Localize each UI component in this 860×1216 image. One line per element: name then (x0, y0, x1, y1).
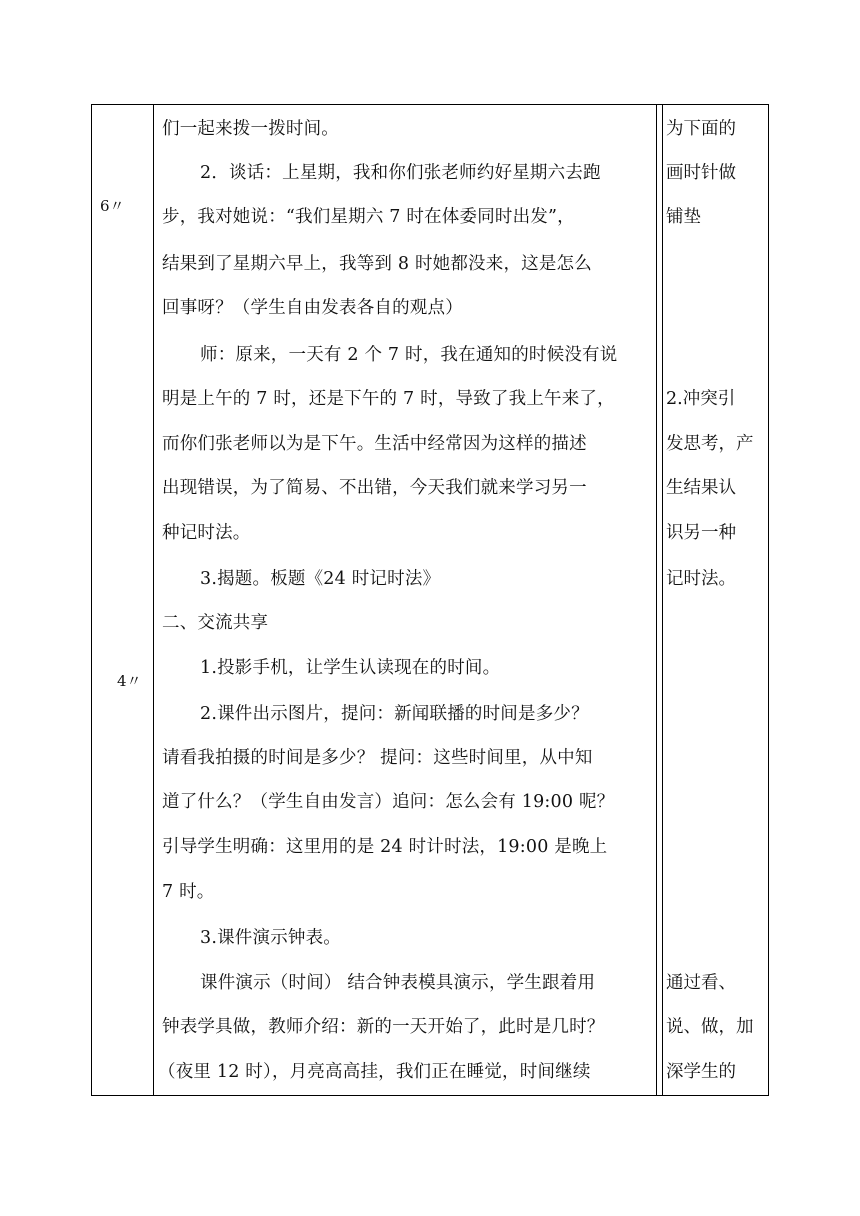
content-line: 结果到了星期六早上，我等到 8 时她都没来，这是怎么 (162, 254, 592, 274)
content-line: 们一起来拨一拨时间。 (162, 119, 339, 139)
column-divider (153, 105, 154, 1095)
side-note-line: 深学生的 (666, 1062, 736, 1082)
content-line: 引导学生明确：这里用的是 24 时计时法，19:00 是晚上 (162, 837, 608, 857)
content-line: 3.揭题。板题《24 时记时法》 (200, 569, 441, 589)
content-line: 1.投影手机，让学生认读现在的时间。 (200, 658, 501, 678)
side-note-line: 记时法。 (666, 569, 736, 589)
content-line: 回事呀？（学生自由发表各自的观点） (162, 298, 463, 318)
content-line: 而你们张老师以为是下午。生活中经常因为这样的描述 (162, 434, 587, 454)
content-line: 2．谈话：上星期，我和你们张老师约好星期六去跑 (200, 163, 601, 183)
side-note-line: 铺垫 (666, 207, 701, 227)
time-mark: 4〃 (117, 672, 142, 690)
content-line: 步，我对她说：“我们星期六 7 时在体委同时出发”， (162, 207, 575, 227)
side-note-line: 画时针做 (666, 163, 736, 183)
section-heading: 二、交流共享 (162, 613, 269, 633)
content-line: 课件演示（时间） 结合钟表模具演示，学生跟着用 (200, 973, 596, 993)
column-divider (662, 105, 663, 1095)
content-line: 出现错误，为了简易、不出错，今天我们就来学习另一 (162, 478, 587, 498)
side-note-line: 识另一种 (666, 523, 736, 543)
side-note-line: 2.冲突引 (666, 389, 736, 409)
content-line: 请看我拍摄的时间是多少？ 提问：这些时间里，从中知 (162, 748, 593, 768)
side-note-line: 说、做，加 (666, 1017, 754, 1037)
content-line: （夜里 12 时），月亮高高挂，我们正在睡觉，时间继续 (158, 1062, 591, 1082)
side-note-line: 为下面的 (666, 119, 736, 139)
content-line: 道了什么？（学生自由发言）追问：怎么会有 19:00 呢？ (162, 792, 615, 812)
time-mark: 6〃 (100, 197, 125, 215)
content-line: 种记时法。 (162, 523, 251, 543)
column-divider (656, 105, 657, 1095)
side-note-line: 通过看、 (666, 973, 736, 993)
side-note-line: 生结果认 (666, 478, 736, 498)
content-line: 3.课件演示钟表。 (200, 928, 341, 948)
content-line: 7 时。 (162, 882, 215, 902)
content-line: 2.课件出示图片，提问：新闻联播的时间是多少？ (200, 704, 589, 724)
content-line: 师：原来，一天有 2 个 7 时，我在通知的时候没有说 (200, 345, 618, 365)
content-line: 明是上午的 7 时，还是下午的 7 时，导致了我上午来了， (162, 389, 615, 409)
content-line: 钟表学具做，教师介绍：新的一天开始了，此时是几时？ (162, 1017, 605, 1037)
side-note-line: 发思考，产 (666, 434, 754, 454)
